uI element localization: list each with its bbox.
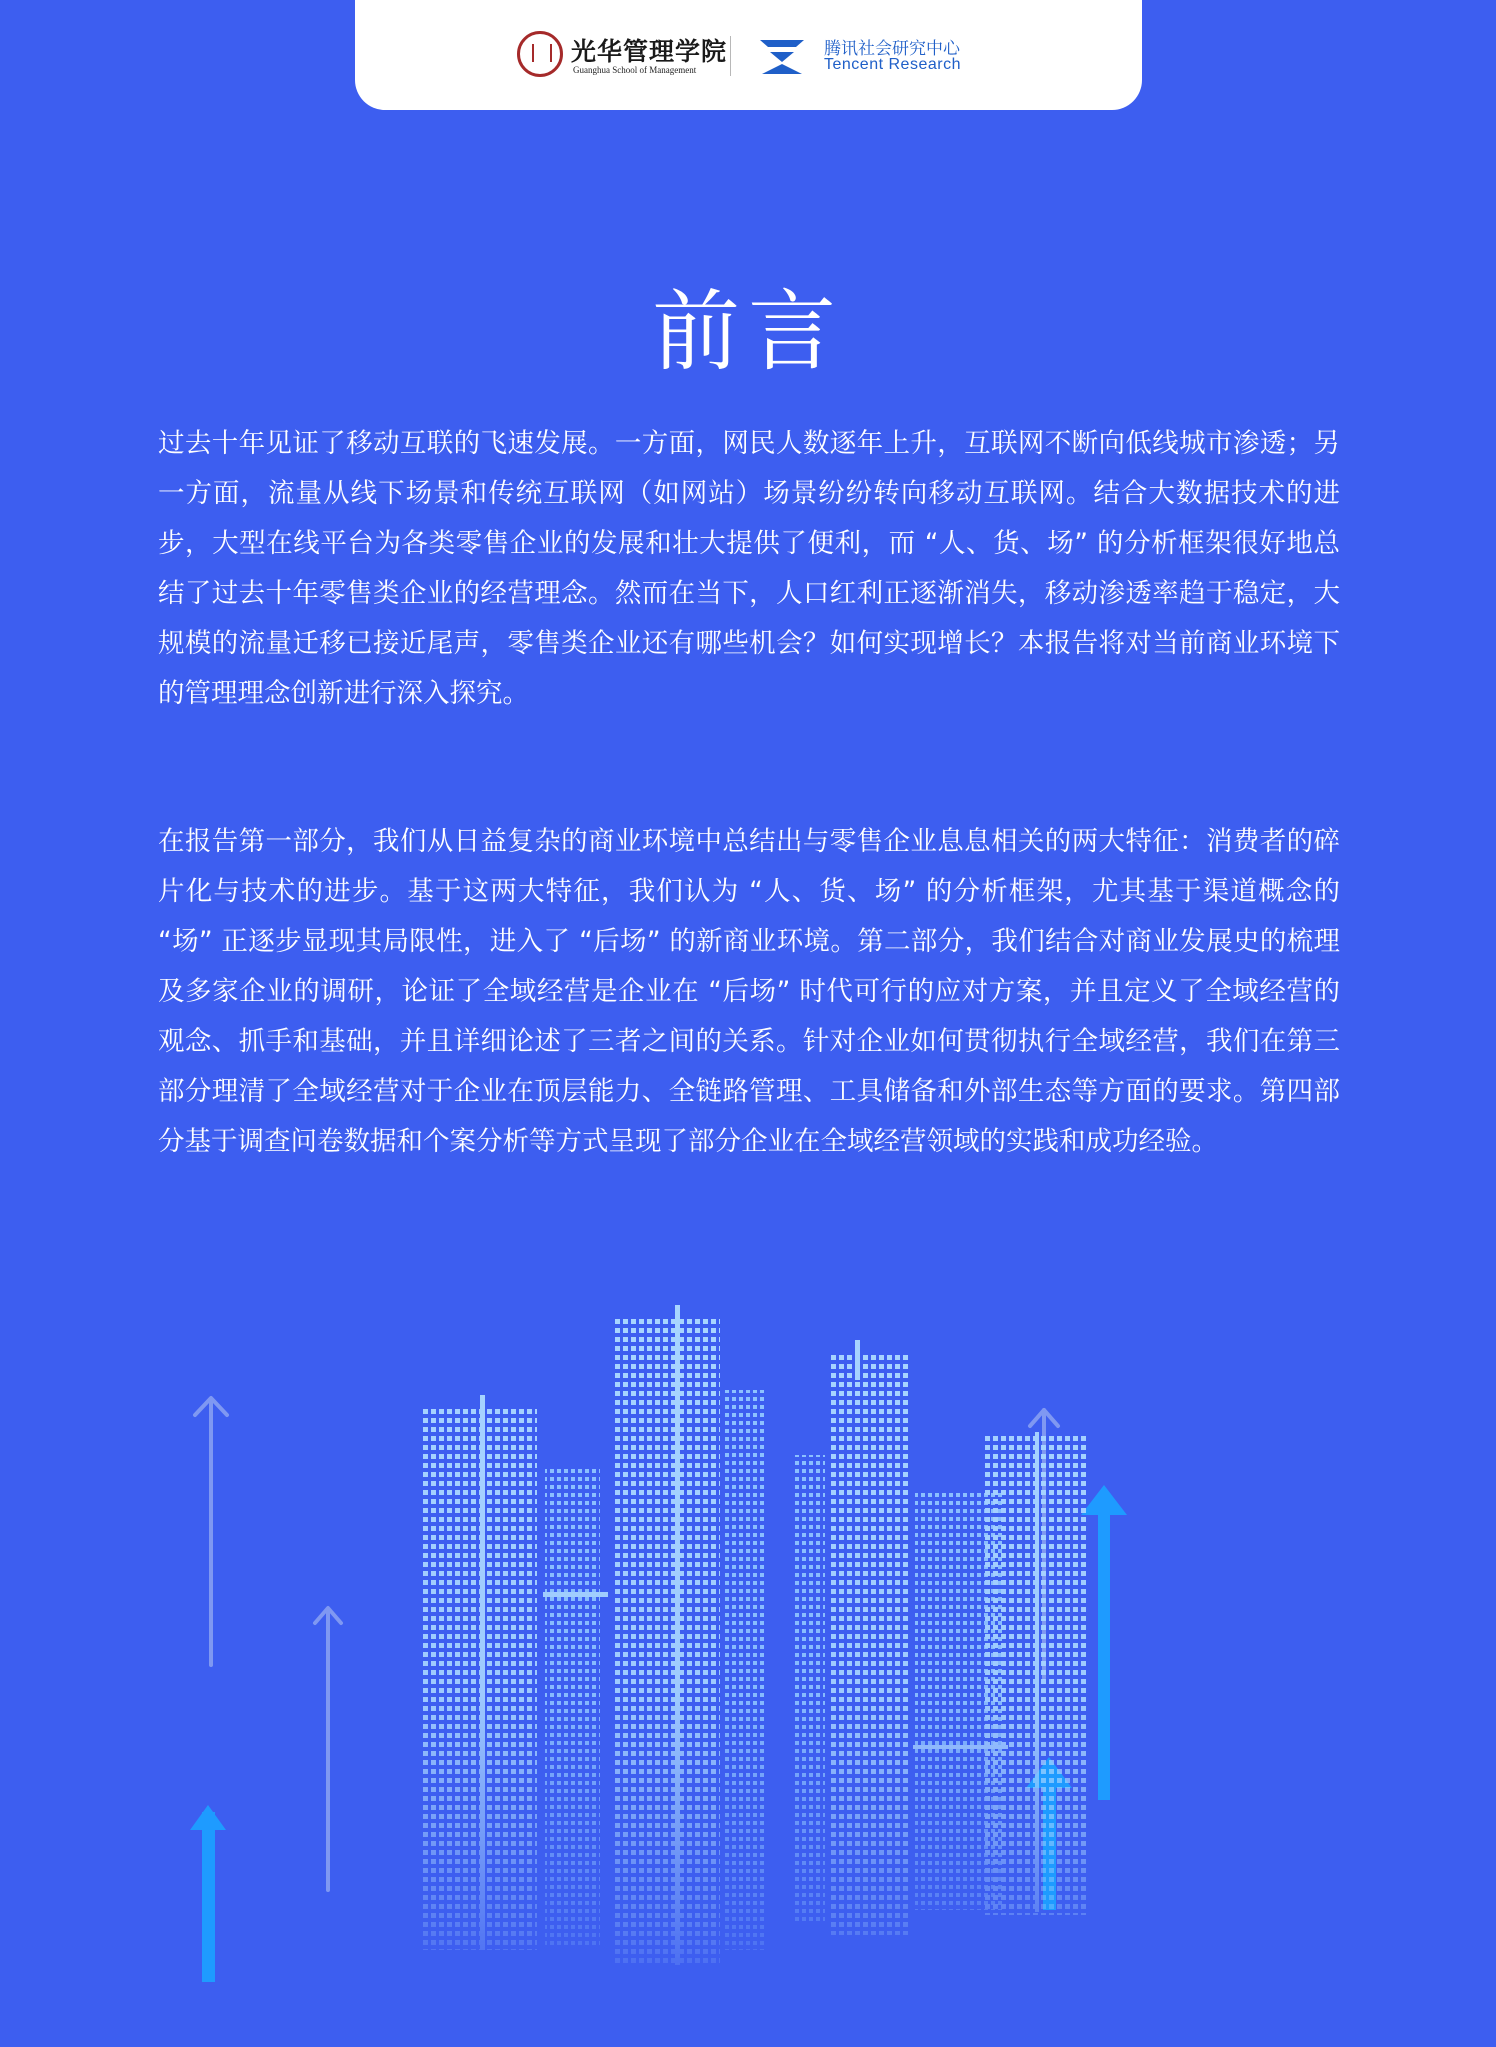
paragraph-intro: 过去十年见证了移动互联的飞速发展。一方面，网民人数逐年上升，互联网不断向低线城市渗透；另一方面，流量从线下场景和传统互联网（如网站）场景纷纷转向移动互联网。结合大数据技术的进步，大型在线平台为各类零售企业的发展和壮大提供了便利，而 “人、货、场” 的分析框架很好地总结了过去十年零售类企业的经营理念。然而在当下，人口红利正逐渐消失，移动渗透率趋于稳定，大规模的流量迁移已接近尾声，零售类企业还有哪些机会？如何实现增长？本报告将对当前商业环境下的管理理念创新进行深入探究。 bbox=[158, 428, 1340, 709]
tencent-research-name-en: Tencent Research bbox=[824, 56, 961, 73]
paragraph-structure: 在报告第一部分，我们从日益复杂的商业环境中总结出与零售企业息息相关的两大特征：消费者的碎片化与技术的进步。基于这两大特征，我们认为 “人、货、场” 的分析框架，尤其基于渠道概念的 “场” 正逐步显现其局限性，进入了 “后场” 的新商业环境。第二部分，我们结合对商业发展史的梳理及多家企业的调研，论证了全域经营是企业在 “后场” 时代可行的应对方案，并且定义了全域经营的观念、抓手和基础，并且详细论述了三者之间的关系。针对企业如何贯彻执行全域经营，我们在第三部分理清了全域经营对于企业在顶层能力、全链路管理、工具储备和外部生态等方面的要求。第四部分基于调查问卷数据和个案分析等方式呈现了部分企业在全域经营领域的实践和成功经验。 bbox=[158, 826, 1340, 1157]
skyline-buildings bbox=[422, 1305, 1087, 1965]
bright-arrow-right-tall bbox=[1081, 1485, 1127, 1800]
faint-arrow-left-short bbox=[315, 1608, 341, 1890]
header-logo-bar bbox=[355, 0, 1142, 110]
guanghua-logo bbox=[517, 28, 728, 82]
city-skyline-illustration bbox=[150, 1300, 1150, 2020]
tencent-research-name-cn: 腾讯社会研究中心 bbox=[824, 39, 960, 59]
logo-divider bbox=[730, 36, 731, 76]
bright-arrow-left bbox=[190, 1805, 226, 1982]
guanghua-logo-subtitle: Guanghua School of Management bbox=[573, 65, 697, 75]
tencent-research-logo bbox=[758, 32, 988, 80]
tencent-research-icon bbox=[758, 34, 806, 78]
pku-seal-icon bbox=[517, 31, 563, 77]
faint-arrow-left-tall bbox=[195, 1398, 227, 1665]
page-title: 前言 bbox=[651, 280, 844, 383]
guanghua-logo-name: 光华管理学院 bbox=[571, 37, 728, 66]
